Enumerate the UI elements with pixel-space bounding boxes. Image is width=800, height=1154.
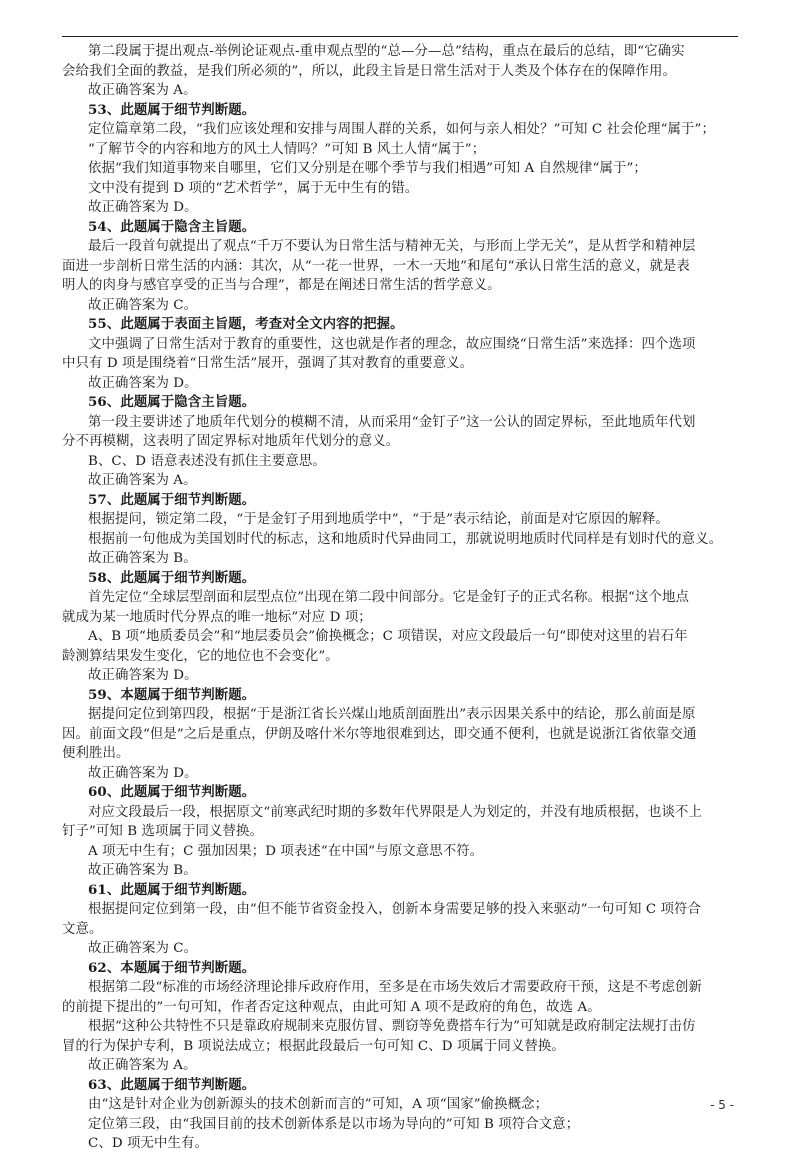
- text-line: 故正确答案为 D。: [88, 200, 198, 215]
- text-line: 故正确答案为 B。: [88, 863, 197, 878]
- text-line: 便利胜出。: [62, 746, 130, 761]
- text-line: 首先定位“全球层型剖面和层型点位”出现在第二段中间部分。它是金钉子的正式名称。根据“这个地点: [88, 590, 689, 605]
- text-line: 根据“这种公共特性不只是靠政府规制来克服仿冒、剽窃等免费搭车行为”可知就是政府制定法规打击仿: [88, 1019, 696, 1034]
- text-line: 故正确答案为 A。: [88, 473, 197, 488]
- question-heading: 62、本题属于细节判断题。: [88, 959, 256, 976]
- text-line: 中只有 D 项是围绕着“日常生活”展开，强调了其对教育的重要意义。: [62, 356, 474, 371]
- text-line: 根据提问定位到第一段，由“但不能节省资金投入，创新本身需要足够的投入来驱动”一句可知 C 项符合: [88, 902, 702, 917]
- text-line: 第二段属于提出观点-举例论证观点-重申观点型的“总—分—总”结构，重点在最后的总结，即“它确实: [88, 44, 685, 59]
- text-line: 根据第二段“标准的市场经济理论排斥政府作用，至多是在市场失效后才需要政府干预，这是不考虑创新: [88, 980, 703, 995]
- text-line: 文中没有提到 D 项的“艺术哲学”，属于无中生有的错。: [88, 180, 419, 196]
- question-heading: 57、此题属于细节判断题。: [88, 491, 256, 508]
- text-line: 对应文段最后一段，根据原文“前寒武纪时期的多数年代界限是人为划定的，并没有地质根据，也谈不上: [88, 804, 703, 820]
- text-line: 因。前面文段“但是”之后是重点，伊朗及喀什米尔等地很难到达，即交通不便利，也就是说浙江省依靠交通: [62, 726, 697, 742]
- text-line: 故正确答案为 C。: [88, 297, 198, 313]
- text-line: 依据“我们知道事物来自哪里，它们又分别是在哪个季节与我们相遇”可知 A 自然规律“属于”；: [88, 161, 647, 176]
- question-heading: 56、此题属于隐含主旨题。: [88, 394, 256, 410]
- text-line: C、D 项无中生有。: [88, 1136, 208, 1151]
- text-line: 最后一段首句就提出了观点“千万不要认为日常生活与精神无关，与形而上学无关”，是从哲学和精神层: [88, 239, 696, 254]
- text-line: 分不再模糊，这表明了固定界标对地质年代划分的意义。: [62, 434, 400, 449]
- question-heading: 55、此题属于表面主旨题，考查对全文内容的把握。: [88, 316, 404, 332]
- text-line: 钉子”可知 B 选项属于同义替换。: [62, 824, 263, 839]
- question-heading: 53、此题属于细节判断题。: [88, 101, 256, 118]
- header-rule: [62, 36, 738, 37]
- question-heading: 63、此题属于细节判断题。: [88, 1076, 256, 1093]
- text-line: “了解节令的内容和地方的风土人情吗？”可知 B 风土人情“属于”；: [88, 141, 486, 157]
- text-line: 龄测算结果发生变化，它的地位也不会变化”。: [62, 648, 339, 664]
- text-line: 明人的肉身与感官享受的正当与合理”，都是在阐述日常生活的哲学意义。: [62, 278, 501, 293]
- text-line: 根据提问，锁定第二段，“于是金钉子用到地质学中”，“于是”表示结论，前面是对它原因的解释。: [88, 512, 669, 527]
- text-line: 据提问定位到第四段，根据“于是浙江省长兴煤山地质剖面胜出”表示因果关系中的结论，那么前面是原: [88, 707, 696, 722]
- question-heading: 59、本题属于细节判断题。: [88, 686, 256, 703]
- text-line: 故正确答案为 A。: [88, 1058, 197, 1073]
- text-line: 定位第三段，由“我国目前的技术创新体系是以市场为导向的”可知 B 项符合文意；: [88, 1116, 580, 1132]
- text-line: 冒的行为保护专利，B 项说法成立；根据此段最后一句可知 C、D 项属于同义替换。: [62, 1038, 565, 1054]
- text-line: 文中强调了日常生活对于教育的重要性，这也就是作者的理念，故应围绕“日常生活”来选择：四个选项: [88, 336, 696, 352]
- text-line: 故正确答案为 D。: [88, 668, 198, 683]
- text-line: 由“这是针对企业为创新源头的技术创新而言的”可知，A 项“国家”偷换概念；: [88, 1097, 549, 1112]
- text-line: 会给我们全面的教益，是我们所必须的”，所以，此段主旨是日常生活对于人类及个体存在的保障作用。: [62, 63, 677, 79]
- text-line: 故正确答案为 C。: [88, 941, 198, 956]
- document-body: [62, 42, 738, 1154]
- text-line: 就成为某一地质时代分界点的唯一地标”对应 D 项；: [62, 609, 372, 625]
- text-line: A 项无中生有；C 强加因果；D 项表述“在中国”与原文意思不符。: [88, 843, 484, 859]
- question-heading: 61、此题属于细节判断题。: [88, 881, 256, 898]
- question-heading: 58、此题属于细节判断题。: [88, 569, 256, 586]
- text-line: 定位篇章第二段，“我们应该处理和安排与周围人群的关系，如何与亲人相处？”可知 C 社会伦理“属于”；: [88, 122, 715, 137]
- text-line: 故正确答案为 D。: [88, 765, 198, 781]
- text-line: 的前提下提出的”一句可知，作者否定这种观点，由此可知 A 项不是政府的角色，故选 A。: [62, 999, 601, 1015]
- page-number: - 5 -: [710, 1098, 734, 1112]
- text-line: 故正确答案为 A。: [88, 83, 197, 98]
- text-line: 面进一步剖析日常生活的内涵：其次，从“一花一世界，一木一天地”和尾句“承认日常生活的意义，就是表: [62, 258, 690, 274]
- text-line: 根据前一句他成为美国划时代的标志，这和地质时代异曲同工，那就说明地质时代同样是有划时代的意义。: [88, 531, 723, 547]
- question-heading: 54、此题属于隐含主旨题。: [88, 218, 256, 235]
- text-line: 文意。: [62, 921, 103, 937]
- question-heading: 60、此题属于细节判断题。: [88, 784, 256, 800]
- text-line: A、B 项“地质委员会”和“地层委员会”偷换概念；C 项错误，对应文段最后一句“即使对这里的岩石年: [88, 629, 688, 644]
- text-line: 故正确答案为 D。: [88, 375, 198, 391]
- text-line: 故正确答案为 B。: [88, 551, 197, 566]
- text-line: B、C、D 语意表述没有抓住主要意思。: [88, 453, 326, 469]
- text-line: 第一段主要讲述了地质年代划分的模糊不清，从而采用“金钉子”这一公认的固定界标，至此地质年代划: [88, 414, 696, 430]
